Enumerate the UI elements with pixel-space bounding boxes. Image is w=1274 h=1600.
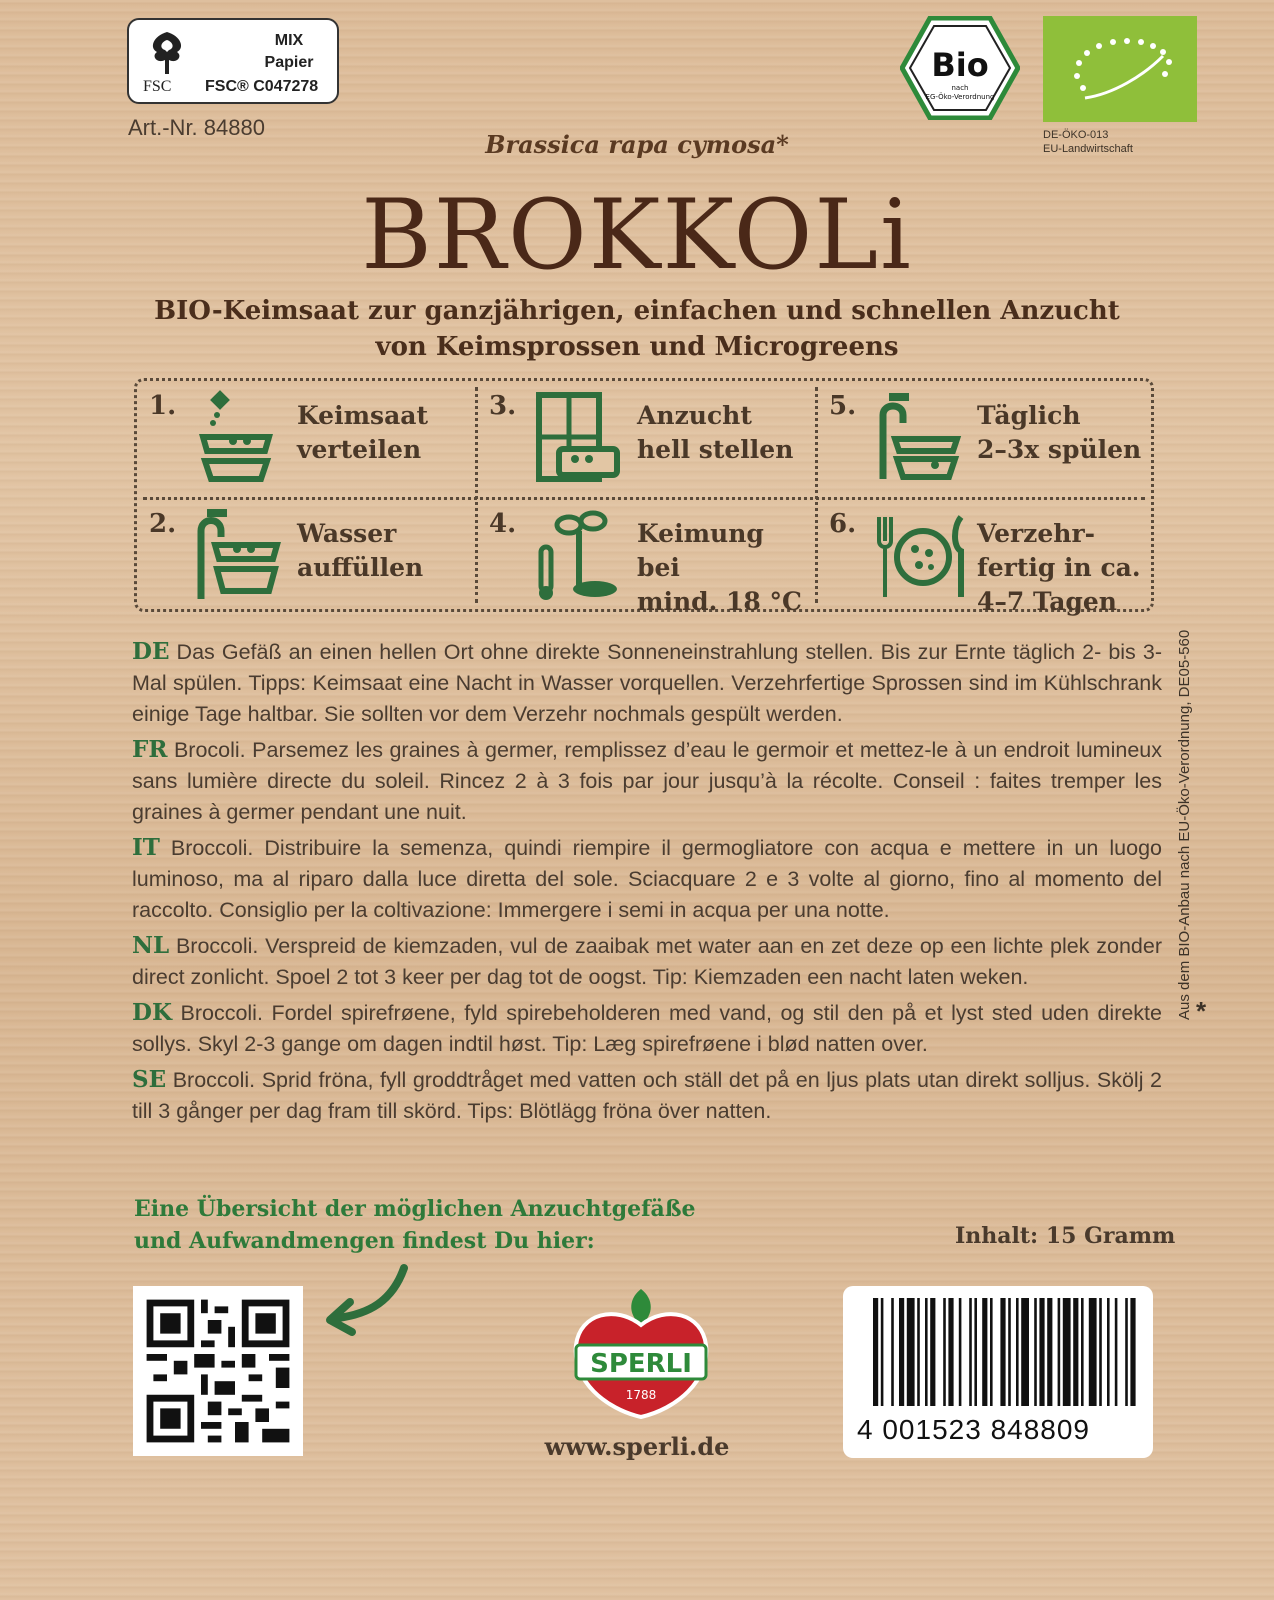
step-text: Täglich 2–3x spülen <box>977 401 1142 464</box>
paragraph-text: Broccoli. Sprid fröna, fyll groddtråget med vatten och ställ det på en ljus plats utan direkt solljus. Skölj 2 till 3 gånger per dag fram till skörd. Tips: Blötlägg fröna över natten. <box>132 1068 1162 1123</box>
barcode-bar <box>1073 1298 1078 1406</box>
step-number: 6. <box>829 509 857 539</box>
content-amount: Inhalt: 15 Gramm <box>955 1223 1176 1249</box>
step-number: 2. <box>149 509 177 539</box>
bio-seal-label: Bio <box>931 46 989 84</box>
qr-code-icon <box>133 1286 303 1456</box>
step-5 <box>817 381 1155 493</box>
paragraph-text: Brocoli. Parsemez les graines à germer, remplissez d’eau le germoir et mettez-le à un endroit lumineux sans lumière directe du soleil. Rincez 2 à 3 fois par jour jusqu’à la récolte. Conseil : faites tremper les graines à germer pendant une nuit. <box>132 738 1162 824</box>
paragraph-it <box>132 832 1162 926</box>
paragraph-text: Broccoli. Distribuire la semenza, quindi riempire il germogliatore con acqua e mettere in un luogo luminoso, ma al riparo dalla luce diretta del sole. Sciacquare 2 e 3 volte al giorno, fino al momento del raccolto. Consiglio per la coltivazione: Immergere i semi in acqua per una notte. <box>132 836 1162 922</box>
eu-code-line2: EU-Landwirtschaft <box>1043 143 1133 155</box>
fsc-word: FSC <box>143 78 172 95</box>
barcode-bar <box>1021 1298 1029 1406</box>
barcode-bar <box>1081 1298 1084 1406</box>
step-number: 3. <box>489 391 517 421</box>
step-number: 1. <box>149 391 177 421</box>
lang-code: SE <box>132 1066 167 1093</box>
brand-name: SPERLI <box>590 1349 692 1379</box>
fsc-logo <box>127 18 339 104</box>
fsc-papier: Papier <box>264 54 314 71</box>
barcode-digits: 4 001523 848809 <box>857 1414 1090 1445</box>
qr-code[interactable] <box>133 1286 303 1456</box>
barcode-bar <box>1115 1298 1118 1406</box>
eu-organic-logo <box>1043 16 1197 122</box>
barcode-bar <box>1099 1298 1102 1406</box>
barcode-bar <box>1058 1298 1061 1406</box>
barcode-bar <box>948 1298 953 1406</box>
sprout-thermometer-icon <box>533 507 623 607</box>
barcode-bar <box>1000 1298 1005 1406</box>
sow-seeds-icon <box>193 389 273 489</box>
barcode <box>843 1286 1153 1458</box>
bio-seal-sub1: nach <box>951 84 969 92</box>
barcode-bar <box>930 1298 935 1406</box>
barcode-bar <box>899 1298 904 1406</box>
product-subtitle: BIO-Keimsaat zur ganzjährigen, einfachen und schnellen Anzucht von Keimsprossen und Microgreens <box>154 296 1120 362</box>
barcode-bar <box>917 1298 920 1406</box>
eu-leaf-icon <box>1043 16 1197 122</box>
plate-cutlery-icon <box>873 507 973 607</box>
product-title: BROKKOLi <box>361 179 913 291</box>
fsc-mix: MIX <box>274 32 304 49</box>
lang-code: FR <box>132 736 168 763</box>
barcode-bars-icon <box>843 1286 1153 1416</box>
eu-code-line1: DE-ÖKO-013 <box>1043 129 1109 141</box>
barcode-bar <box>959 1298 962 1406</box>
step-4 <box>477 499 815 616</box>
fsc-code: FSC® C047278 <box>205 78 319 95</box>
side-star: * <box>1196 996 1207 1026</box>
barcode-bar <box>1047 1298 1052 1406</box>
bio-seal-sub2: EG-Öko-Verordnung <box>925 93 995 101</box>
barcode-bar <box>881 1298 884 1406</box>
barcode-bar <box>1089 1298 1097 1406</box>
fsc-tree-icon <box>143 30 191 76</box>
brand-url[interactable]: www.sperli.de <box>544 1432 730 1461</box>
lang-code: IT <box>132 834 160 861</box>
sperli-logo <box>566 1285 716 1425</box>
paragraph-nl <box>132 930 1162 993</box>
lang-code: DE <box>132 638 170 665</box>
step-2 <box>137 499 475 611</box>
step-6 <box>817 499 1155 616</box>
barcode-bar <box>873 1298 878 1406</box>
step-text: Keimung bei mind. 18 °C <box>637 519 802 616</box>
paragraph-text: Das Gefäß an einen hellen Ort ohne direkte Sonneneinstrahlung stellen. Bis zur Ernte täglich 2- bis 3-Mal spülen. Tipps: Keimsaat eine Nacht in Wasser vorquellen. Verzehrfertige Sprossen sind im Kühlschrank einige Tage haltbar. Sie sollten vor dem Verzehr nochmals gespült werden. <box>132 640 1162 726</box>
step-text: Keimsaat verteilen <box>297 401 429 464</box>
barcode-bar <box>1039 1298 1044 1406</box>
instructions <box>132 636 1162 1131</box>
step-number: 4. <box>489 509 517 539</box>
paragraph-de <box>132 636 1162 730</box>
window-light-icon <box>533 389 623 489</box>
step-text: Anzucht hell stellen <box>637 401 794 464</box>
paragraph-text: Broccoli. Verspreid de kiemzaden, vul de zaaibak met water aan en zet deze op een lichte plek zonder direct zonlicht. Spoel 2 tot 3 keer per dag tot de oogst. Tip: Kiemzaden een nacht laten weken. <box>132 934 1162 989</box>
latin-name: Brassica rapa cymosa* <box>485 130 789 159</box>
brand-year: 1788 <box>625 1388 657 1402</box>
barcode-bar <box>891 1298 894 1406</box>
barcode-bar <box>925 1298 928 1406</box>
barcode-bar <box>1063 1298 1071 1406</box>
paragraph-se <box>132 1064 1162 1127</box>
barcode-bar <box>1125 1298 1128 1406</box>
step-3 <box>477 381 815 493</box>
fill-water-icon <box>193 507 283 607</box>
overview-text: Eine Übersicht der möglichen Anzuchtgefäße und Aufwandmengen findest Du hier: <box>134 1196 696 1254</box>
barcode-bar <box>907 1298 915 1406</box>
barcode-bar <box>990 1298 993 1406</box>
side-note: Aus dem BIO-Anbau nach EU-Öko-Verordnung, DE05-560 <box>1176 629 1193 1020</box>
steps-box <box>134 378 1154 616</box>
barcode-bar <box>1130 1298 1135 1406</box>
barcode-bar <box>982 1298 987 1406</box>
barcode-bar <box>1107 1298 1110 1406</box>
barcode-bar <box>969 1298 972 1406</box>
lang-code: NL <box>132 932 170 959</box>
barcode-bar <box>974 1298 977 1406</box>
arrow-icon <box>322 1262 412 1342</box>
paragraph-text: Broccoli. Fordel spirefrøene, fyld spirebeholderen med vand, og stil den på et lyst sted uden direkte sollys. Skyl 2-3 gange om dagen indtil høst. Tip: Læg spirefrøene i blød natten over. <box>132 1001 1162 1056</box>
step-text: Wasser auffüllen <box>297 519 424 582</box>
paragraph-fr <box>132 734 1162 828</box>
step-text: Verzehr- fertig in ca. 4–7 Tagen <box>977 519 1141 616</box>
step-1 <box>137 381 475 493</box>
article-number: Art.-Nr. 84880 <box>128 115 265 140</box>
barcode-bar <box>1016 1298 1019 1406</box>
barcode-bar <box>1034 1298 1037 1406</box>
rinse-tap-icon <box>873 389 963 489</box>
barcode-bar <box>1008 1298 1011 1406</box>
paragraph-dk <box>132 997 1162 1060</box>
bio-seal-icon <box>900 16 1020 120</box>
lang-code: DK <box>132 999 172 1026</box>
step-number: 5. <box>829 391 857 421</box>
barcode-bar <box>943 1298 946 1406</box>
